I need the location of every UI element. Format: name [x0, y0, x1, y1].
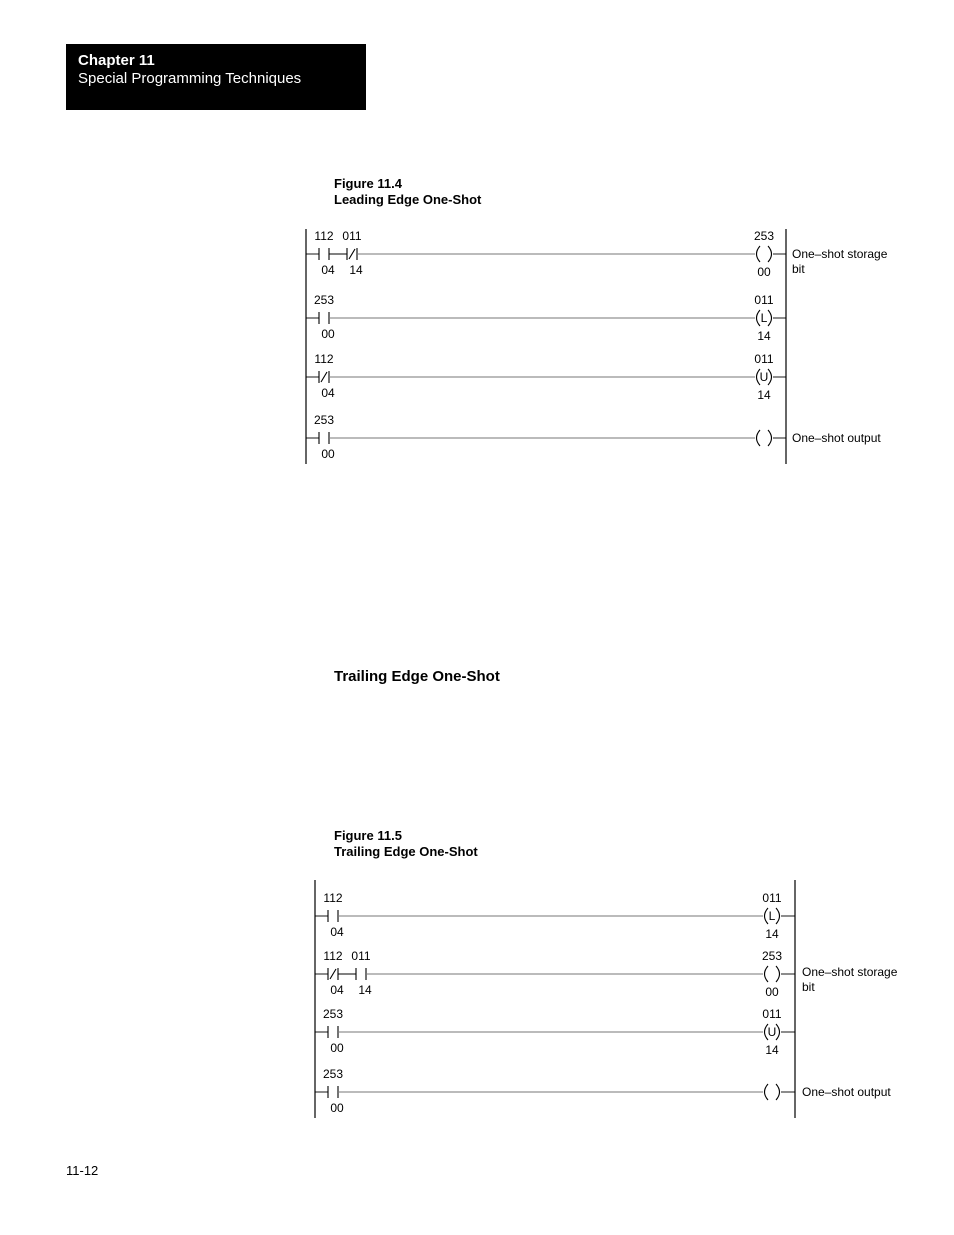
- contact-address-word: 112: [314, 352, 334, 366]
- coil-letter: U: [759, 370, 769, 384]
- contact-address-word: 112: [323, 949, 343, 963]
- contact-address-bit: 00: [321, 327, 335, 341]
- contact-address-word: 253: [313, 293, 335, 307]
- coil-letter: L: [760, 311, 768, 325]
- contact-address-word: 011: [342, 229, 362, 243]
- coil-address-bit: 00: [765, 985, 779, 999]
- page-number: 11-12: [66, 1163, 99, 1178]
- coil-right-arc: [776, 966, 780, 982]
- contact-address-word: 253: [322, 1067, 344, 1081]
- contact-address-bit: 04: [330, 925, 344, 939]
- chapter-title: Special Programming Techniques: [78, 70, 302, 87]
- rung: [315, 949, 898, 999]
- coil-right-arc: [776, 1084, 780, 1100]
- rung-annotation: One–shot output: [802, 1085, 891, 1099]
- section-heading-trailing-edge: Trailing Edge One-Shot: [334, 668, 500, 685]
- coil-letter: L: [768, 909, 776, 923]
- coil-left-arc: [765, 908, 769, 924]
- rung: [315, 1067, 891, 1115]
- contact-address-bit: 14: [358, 983, 372, 997]
- normally-closed-contact: [315, 949, 344, 997]
- coil-address-word: 011: [754, 293, 774, 307]
- rung: [315, 1007, 795, 1057]
- contact-address-bit: 00: [330, 1041, 344, 1055]
- contact-address-word: 112: [314, 229, 334, 243]
- coil-address-word: 011: [762, 1007, 782, 1021]
- output-coil: [762, 949, 795, 999]
- rung-annotation: One–shot storage bit: [792, 247, 888, 276]
- coil-right-arc: [776, 908, 780, 924]
- rung-annotation: One–shot storage bit: [802, 965, 898, 994]
- coil-address-bit: 14: [765, 1043, 779, 1057]
- contact-address-bit: 14: [349, 263, 363, 277]
- figure-11-4-title: Leading Edge One-Shot: [334, 192, 482, 207]
- coil-left-arc: [765, 966, 769, 982]
- normally-open-contact: [315, 1007, 344, 1055]
- figure-11-4-number: Figure 11.4: [334, 176, 402, 191]
- coil-left-arc: [765, 1084, 769, 1100]
- coil-address-bit: 14: [765, 927, 779, 941]
- contact-address-bit: 00: [330, 1101, 344, 1115]
- contact-address-bit: 04: [330, 983, 344, 997]
- normally-open-contact: [315, 1067, 344, 1115]
- normally-open-contact: [315, 891, 344, 939]
- coil-address-word: 253: [761, 949, 783, 963]
- contact-address-word: 112: [323, 891, 343, 905]
- contact-slash: [330, 969, 336, 979]
- latch-coil: [762, 891, 795, 941]
- coil-address-word: 011: [762, 891, 782, 905]
- unlatch-coil: [762, 1007, 795, 1057]
- coil-letter: U: [767, 1025, 777, 1039]
- contact-address-bit: 04: [321, 386, 335, 400]
- coil-address-bit: 00: [757, 265, 771, 279]
- rung: [315, 891, 795, 941]
- contact-address-word: 253: [313, 413, 335, 427]
- coil-address-bit: 14: [757, 329, 771, 343]
- contact-address-word: 011: [351, 949, 371, 963]
- coil-right-arc: [776, 1024, 780, 1040]
- coil-address-bit: 14: [757, 388, 771, 402]
- chapter-number: Chapter 11: [78, 52, 155, 69]
- contact-address-bit: 00: [321, 447, 335, 461]
- coil-address-word: 011: [754, 352, 774, 366]
- coil-address-word: 253: [753, 229, 775, 243]
- rung-annotation: One–shot output: [792, 431, 881, 445]
- figure-11-5-number: Figure 11.5: [334, 828, 402, 843]
- output-coil: [765, 1084, 796, 1100]
- contact-address-bit: 04: [321, 263, 335, 277]
- figure-11-5-title: Trailing Edge One-Shot: [334, 844, 478, 859]
- contact-address-word: 253: [322, 1007, 344, 1021]
